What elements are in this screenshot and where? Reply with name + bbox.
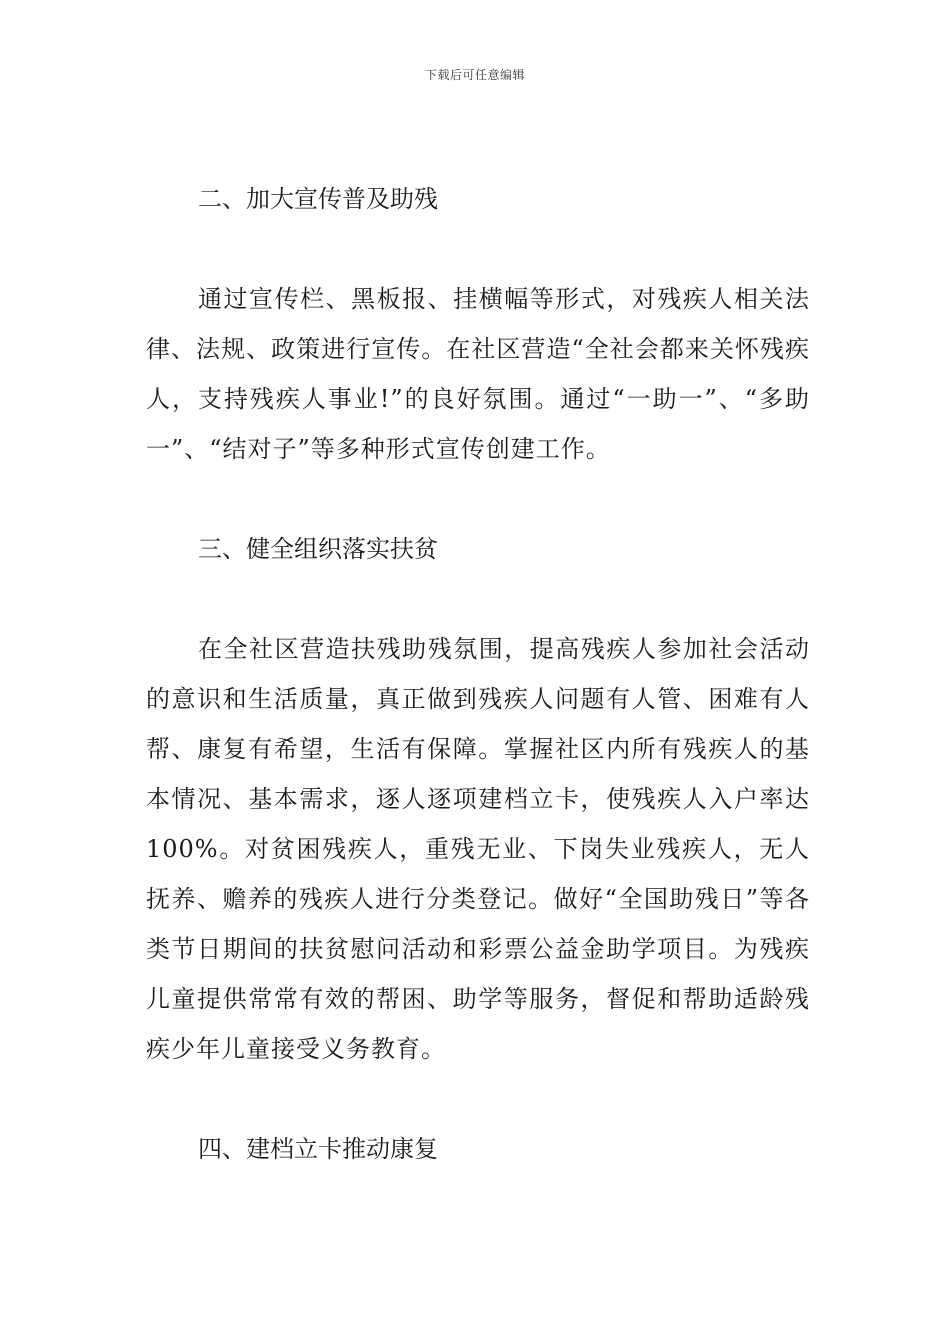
- section-heading-3: 三、健全组织落实扶贫: [198, 535, 438, 563]
- document-body: [146, 174, 810, 1174]
- section-heading-2: 二、加大宣传普及助残: [198, 185, 438, 213]
- section-paragraph-2: 通过宣传栏、黑板报、挂横幅等形式，对残疾人相关法律、法规、政策进行宣传。在社区营造“全社会都来关怀残疾人，支持残疾人事业!”的良好氛围。通过“一助一”、“多助一”、“结对子”等多种形式宣传创建工作。: [146, 285, 810, 463]
- section-heading-4: 四、建档立卡推动康复: [198, 1135, 438, 1163]
- section-paragraph-3: 在全社区营造扶残助残氛围，提高残疾人参加社会活动的意识和生活质量，真正做到残疾人问题有人管、困难有人帮、康复有希望，生活有保障。掌握社区内所有残疾人的基本情况、基本需求，逐人逐项建档立卡，使残疾人入户率达100%。对贫困残疾人，重残无业、下岗失业残疾人，无人抚养、赡养的残疾人进行分类登记。做好“全国助残日”等各类节日期间的扶贫慰问活动和彩票公益金助学项目。为残疾儿童提供常常有效的帮困、助学等服务，督促和帮助适龄残疾少年儿童接受义务教育。: [146, 635, 810, 1063]
- spacer: [146, 1074, 810, 1124]
- spacer: [146, 574, 810, 624]
- spacer: [146, 224, 810, 274]
- spacer: [146, 474, 810, 524]
- page-header-note: 下载后可任意编辑: [424, 68, 525, 82]
